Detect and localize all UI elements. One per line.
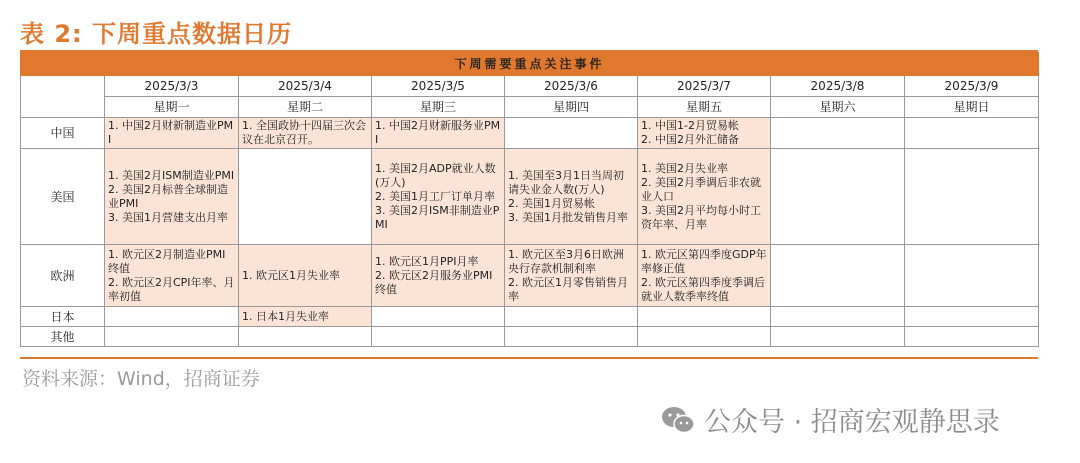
event-cell — [505, 327, 638, 347]
event-cell — [771, 149, 905, 245]
weekday-header: 星期二 — [239, 97, 372, 118]
event-item: 2. 欧元区第四季度季调后就业人数季率终值 — [641, 275, 765, 303]
table-title: 表 2: 下周重点数据日历 — [20, 20, 293, 48]
date-header: 2025/3/9 — [905, 76, 1039, 97]
event-cell — [638, 118, 771, 149]
event-item: 2. 欧元区1月零售销售月率 — [508, 275, 628, 303]
event-item: 2. 欧元区2月CPI年率、月率初值 — [108, 275, 235, 303]
event-item: 2. 美国1月工厂订单月率 — [375, 189, 495, 203]
event-cell — [239, 327, 372, 347]
event-cell — [239, 149, 372, 245]
table-row — [21, 118, 1039, 149]
date-header: 2025/3/5 — [372, 76, 505, 97]
date-header: 2025/3/4 — [239, 76, 372, 97]
event-cell — [372, 307, 505, 327]
event-item: 1. 欧元区1月失业率 — [242, 268, 340, 282]
weekday-header: 星期一 — [105, 97, 239, 118]
event-cell — [105, 307, 239, 327]
country-label: 中国 — [21, 118, 105, 149]
weekday-header: 星期日 — [905, 97, 1039, 118]
event-cell — [638, 307, 771, 327]
wechat-icon — [660, 405, 696, 435]
event-cell — [372, 118, 505, 149]
event-cell — [505, 245, 638, 307]
table-row — [21, 245, 1039, 307]
event-item: 3. 美国2月平均每小时工资年率、月率 — [641, 203, 761, 231]
event-cell — [905, 118, 1039, 149]
event-item: 1. 欧元区1月PPI月率 — [375, 254, 479, 268]
event-item: 1. 欧元区2月制造业PMI终值 — [108, 247, 226, 275]
event-cell — [505, 149, 638, 245]
event-cell — [771, 245, 905, 307]
weekday-header: 星期三 — [372, 97, 505, 118]
event-item: 2. 中国2月外汇储备 — [641, 133, 739, 146]
table-banner: 下周需要重点关注事件 — [21, 53, 1039, 76]
table-row — [21, 307, 1039, 327]
date-header: 2025/3/7 — [638, 76, 771, 97]
weekday-header: 星期六 — [771, 97, 905, 118]
country-label: 欧洲 — [21, 245, 105, 307]
table-row — [21, 327, 1039, 347]
event-item: 2. 美国2月标普全球制造业PMI — [108, 182, 228, 210]
event-cell — [372, 327, 505, 347]
event-item: 3. 美国2月ISM非制造业PMI — [375, 203, 500, 231]
event-cell — [372, 149, 505, 245]
bottom-rule — [20, 357, 1038, 359]
weekday-header: 星期五 — [638, 97, 771, 118]
table-row — [21, 149, 1039, 245]
event-item: 2. 美国2月季调后非农就业人口 — [641, 175, 761, 203]
event-item: 1. 中国2月财新服务业PMI — [375, 119, 501, 146]
event-cell — [638, 245, 771, 307]
event-cell — [771, 307, 905, 327]
event-cell — [905, 307, 1039, 327]
event-cell — [905, 245, 1039, 307]
event-item: 1. 全国政协十四届三次会议在北京召开。 — [242, 119, 366, 146]
weekday-header: 星期四 — [505, 97, 638, 118]
event-cell — [239, 307, 372, 327]
event-cell — [771, 118, 905, 149]
event-item: 1. 美国2月失业率 — [641, 161, 728, 175]
country-label: 日本 — [21, 307, 105, 327]
watermark — [660, 400, 1000, 439]
event-item: 1. 欧元区第四季度GDP年率修正值 — [641, 247, 767, 275]
event-cell — [638, 149, 771, 245]
event-item: 1. 美国2月ISM制造业PMI — [108, 168, 235, 182]
event-item: 1. 美国2月ADP就业人数(万人) — [375, 161, 496, 189]
event-item: 3. 美国1月批发销售月率 — [508, 210, 628, 224]
event-item: 3. 美国1月营建支出月率 — [108, 210, 228, 224]
event-item: 2. 欧元区2月服务业PMI终值 — [375, 268, 493, 296]
event-cell — [105, 245, 239, 307]
event-item: 1. 中国2月财新制造业PMI — [108, 119, 234, 146]
event-cell — [239, 118, 372, 149]
event-cell — [771, 327, 905, 347]
corner-cell — [21, 76, 105, 118]
event-cell — [638, 327, 771, 347]
event-item: 2. 美国1月贸易帐 — [508, 196, 595, 210]
event-cell — [905, 149, 1039, 245]
date-header: 2025/3/6 — [505, 76, 638, 97]
watermark-text: 公众号 · 招商宏观静思录 — [704, 407, 1000, 438]
event-cell — [905, 327, 1039, 347]
event-cell — [505, 307, 638, 327]
date-header: 2025/3/8 — [771, 76, 905, 97]
source-note: 资料来源：Wind，招商证券 — [22, 368, 260, 390]
event-cell — [105, 327, 239, 347]
event-cell — [239, 245, 372, 307]
event-cell — [105, 118, 239, 149]
data-calendar-table — [20, 52, 1039, 347]
country-label: 其他 — [21, 327, 105, 347]
event-cell — [105, 149, 239, 245]
event-cell — [505, 118, 638, 149]
date-header: 2025/3/3 — [105, 76, 239, 97]
event-item: 1. 日本1月失业率 — [242, 309, 329, 323]
event-item: 1. 欧元区至3月6日欧洲央行存款机制利率 — [508, 247, 624, 275]
event-cell — [372, 245, 505, 307]
event-item: 1. 美国至3月1日当周初请失业金人数(万人) — [508, 168, 624, 196]
country-label: 美国 — [21, 149, 105, 245]
event-item: 1. 中国1-2月贸易帐 — [641, 119, 739, 132]
